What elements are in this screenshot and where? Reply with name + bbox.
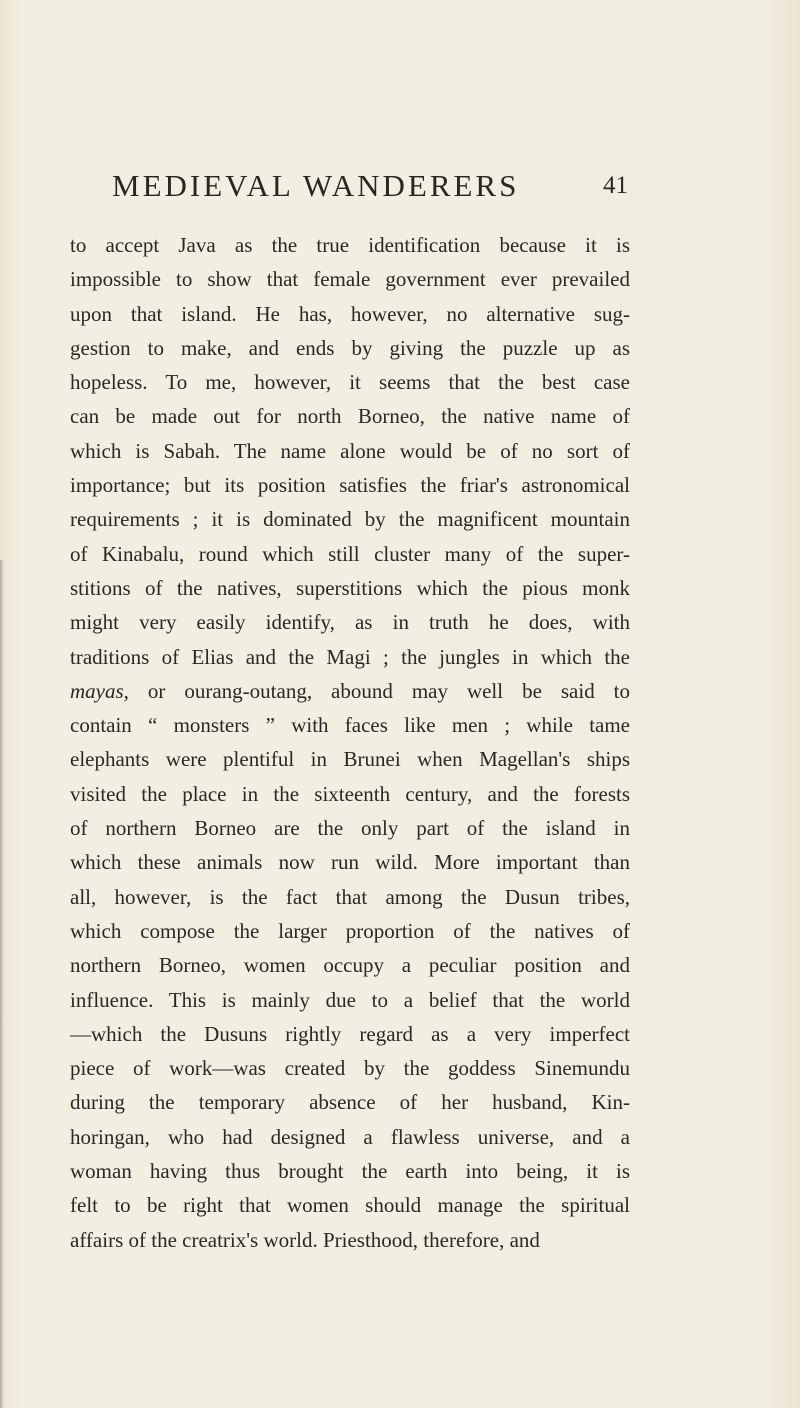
text-line: affairs of the creatrix's world. Priesthood, therefore, and [70,1227,540,1252]
text-line: stitions of the natives, superstitions which the pious monk [70,575,630,600]
text-line: which compose the larger proportion of the natives of [70,918,630,943]
text-line: horingan, who had designed a flawless universe, and a [70,1124,630,1149]
text-line: importance; but its position satisfies the friar's astronomical [70,473,630,498]
text-line: influence. This is mainly due to a belief that the world [70,987,630,1012]
running-title: MEDIEVAL WANDERERS [112,168,520,203]
text-line: to accept Java as the true identification because it is [70,233,630,257]
body-text [70,228,630,1257]
text-line: gestion to make, and ends by giving the puzzle up as [70,335,630,360]
page-number: 41 [603,172,628,199]
italic-word: mayas [70,678,124,703]
text-line: visited the place in the sixteenth century, and the forests [70,781,630,806]
text-line: elephants were plentiful in Brunei when Magellan's ships [70,747,630,772]
text-line: piece of work—was created by the goddess Sinemundu [70,1056,630,1081]
text-line [70,674,630,708]
text-line: northern Borneo, women occupy a peculiar position and [70,953,630,978]
text-line: can be made out for north Borneo, the native name of [70,404,630,429]
text-line: hopeless. To me, however, it seems that the best case [70,370,630,395]
text-line: during the temporary absence of her husband, Kin- [70,1090,630,1115]
text-line: woman having thus brought the earth into being, it is [70,1159,630,1184]
text-line: of Kinabalu, round which still cluster many of the super- [70,541,630,566]
text-line-rest: , or ourang-outang, abound may well be said to [123,678,630,703]
page-edge-shadow [0,560,4,1408]
text-line: might very easily identify, as in truth he does, with [70,610,630,635]
text-line: requirements ; it is dominated by the magnificent mountain [70,507,630,532]
text-line: —which the Dusuns rightly regard as a very imperfect [70,1021,630,1046]
text-line: traditions of Elias and the Magi ; the jungles in which the [70,644,630,669]
text-line: which these animals now run wild. More important than [70,850,630,875]
text-line: upon that island. He has, however, no alternative sug- [70,301,630,326]
text-line: which is Sabah. The name alone would be of no sort of [70,438,630,463]
text-line: all, however, is the fact that among the Dusun tribes, [70,884,630,909]
text-line: contain “ monsters ” with faces like men ; while tame [70,713,630,738]
text-line: of northern Borneo are the only part of the island in [70,816,630,841]
text-line: felt to be right that women should manage the spiritual [70,1193,630,1218]
text-line: impossible to show that female government ever prevailed [70,267,630,292]
